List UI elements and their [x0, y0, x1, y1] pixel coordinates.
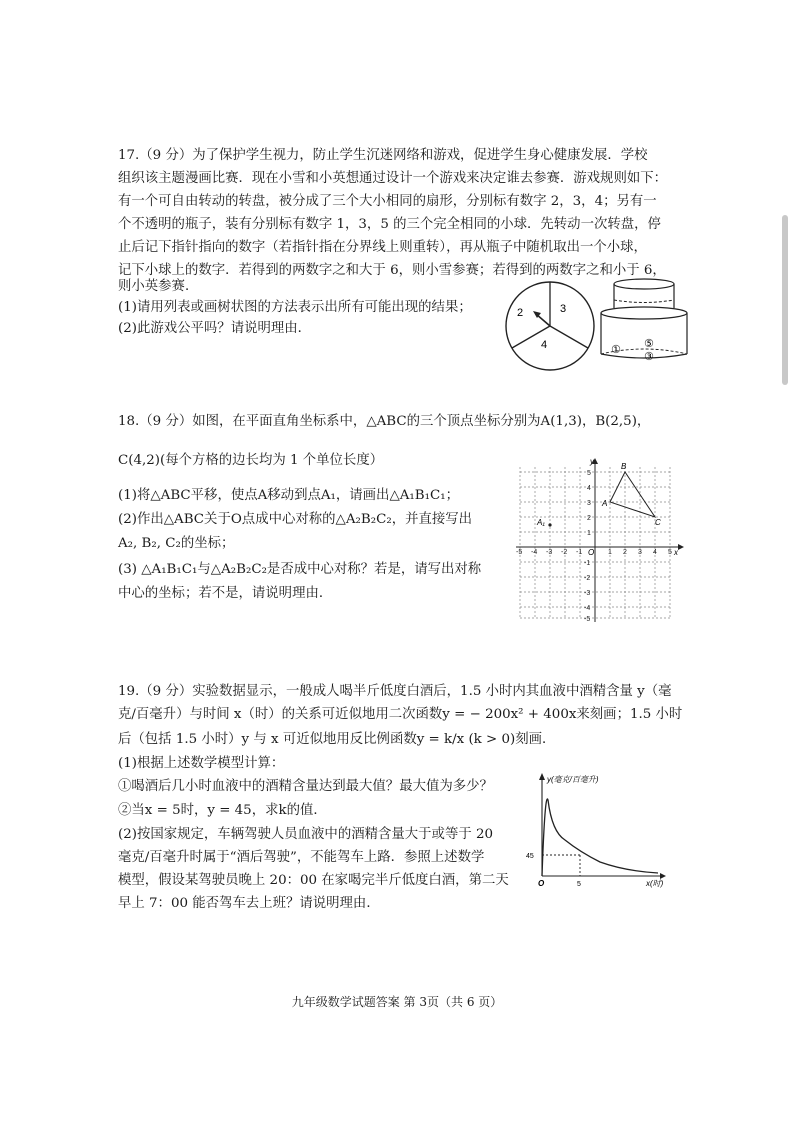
q18-line-1: 18.（9 分）如图，在平面直角坐标系中，△ABC的三个顶点坐标分别为A(1,3)，B(2,5)， [118, 414, 651, 429]
scrollbar[interactable] [782, 215, 788, 385]
q19-part-2-line-4: 早上 7：00 能否驾车去上班？请说明理由． [118, 896, 380, 911]
svg-text:2: 2 [587, 515, 591, 522]
x-axis-label: x [674, 548, 678, 557]
q19-part-1: (1)根据上述数学模型计算： [118, 756, 285, 771]
svg-text:1: 1 [587, 530, 591, 537]
q17-line-7: 则小英参赛． [118, 279, 199, 294]
origin-label: O [588, 548, 595, 557]
svg-text:-4: -4 [531, 549, 538, 556]
svg-text:-2: -2 [561, 549, 568, 556]
svg-text:-2: -2 [584, 575, 591, 582]
svg-text:-5: -5 [584, 616, 591, 623]
spinner-divider [550, 326, 588, 348]
q18-part-1: (1)将△ABC平移，使点A移动到点A₁，请画出△A₁B₁C₁； [118, 488, 459, 503]
graph-y-arrow [539, 773, 545, 780]
svg-text:5: 5 [668, 549, 672, 556]
spinner-label: 4 [541, 339, 548, 351]
q17-line-3: 有一个可自由转动的转盘，被分成了三个大小相同的扇形，分别标有数字 2，3，4；另有一 [118, 194, 657, 209]
q19-line-1: 19.（9 分）实验数据显示，一般成人喝半斤低度白酒后，1.5 小时内其血液中酒精含量 y（毫 [118, 684, 672, 699]
svg-text:4: 4 [587, 485, 591, 492]
ball-label: ⑤ [644, 338, 654, 350]
point-a1 [548, 523, 551, 526]
coordinate-grid [510, 455, 685, 625]
q19-part-2: (2)按国家规定，车辆驾驶人员血液中的酒精含量大于或等于 20 [118, 827, 494, 842]
spinner-label: 2 [517, 307, 524, 319]
svg-text:-5: -5 [516, 549, 523, 556]
concentration-curve [542, 799, 658, 876]
x-axis-arrow [678, 544, 684, 550]
q19-part-2-line-2: 毫克/百毫升时属于“酒后驾驶”，不能驾车上路．参照上述数学 [118, 850, 485, 865]
graph-x-tick: 5 [577, 881, 581, 888]
svg-text:-3: -3 [584, 590, 591, 597]
q19-part-2-line-3: 模型，假设某驾驶员晚上 20：00 在家喝完半斤低度白酒，第二天 [118, 873, 509, 888]
svg-text:5: 5 [587, 470, 591, 477]
q19-line-2: 克/百毫升）与时间 x（时）的关系可近似地用二次函数y = − 200x² + 400x来刻画；1.5 小时 [118, 707, 683, 722]
point-a-label: A [602, 499, 608, 508]
svg-text:-1: -1 [584, 560, 591, 567]
q17-line-6: 记下小球上的数字．若得到的两数字之和大于 6，则小雪参赛；若得到的两数字之和小于 6， [118, 263, 666, 278]
q18-part-2: (2)作出△ABC关于O点成中心对称的△A₂B₂C₂，并直接写出 [118, 512, 473, 527]
ball-label: ① [611, 344, 621, 356]
graph-x-label: x(时) [646, 879, 664, 888]
svg-text:-1: -1 [576, 549, 583, 556]
alcohol-graph [520, 770, 670, 890]
q17-line-2: 组织该主题漫画比赛．现在小雪和小英想通过设计一个游戏来决定谁去参赛．游戏规则如下： [118, 171, 668, 186]
y-axis-label: y [590, 457, 594, 466]
svg-text:4: 4 [653, 549, 657, 556]
ball-label: ③ [644, 351, 654, 363]
spinner-figure [500, 276, 600, 376]
q19-part-1-b: ②当x = 5时，y = 45，求k的值． [118, 803, 327, 818]
triangle-abc [610, 472, 655, 517]
q18-line-2: C(4,2)(每个方格的边长均为 1 个单位长度） [118, 453, 384, 468]
q18-part-3: (3) △A₁B₁C₁与△A₂B₂C₂是否成中心对称？若是，请写出对称 [118, 562, 482, 577]
graph-y-tick: 45 [526, 853, 534, 860]
point-a1-label: A₁ [537, 518, 545, 527]
svg-text:1: 1 [608, 549, 612, 556]
q17-part-2: (2)此游戏公平吗？请说明理由． [118, 321, 312, 336]
q17-line-5: 止后记下指针指向的数字（若指针指在分界线上则重转），再从瓶子中随机取出一个小球， [118, 240, 647, 255]
spinner-label: 3 [560, 303, 567, 315]
page-footer: 九年级数学试题答案 第 3页（共 6 页） [291, 995, 503, 1009]
graph-y-label: y(毫克/百毫升) [547, 775, 599, 784]
svg-text:3: 3 [638, 549, 642, 556]
graph-origin-label: O [538, 879, 545, 888]
point-b-label: B [621, 462, 627, 471]
svg-text:2: 2 [623, 549, 627, 556]
svg-text:-3: -3 [546, 549, 553, 556]
point-c-label: C [655, 518, 661, 527]
q17-part-1: (1)请用列表或画树状图的方法表示出所有可能出现的结果； [118, 300, 472, 315]
svg-text:-4: -4 [584, 605, 591, 612]
svg-text:3: 3 [587, 500, 591, 507]
q17-line-4: 个不透明的瓶子，装有分别标有数字 1，3，5 的三个完全相同的小球．先转动一次转盘，停 [118, 217, 661, 232]
q18-part-3-cont: 中心的坐标；若不是，请说明理由． [118, 586, 333, 601]
q18-part-2-cont: A₂, B₂, C₂的坐标； [118, 536, 235, 551]
bottle-figure [596, 274, 692, 366]
q17-line-1: 17.（9 分）为了保护学生视力，防止学生沉迷网络和游戏，促进学生身心健康发展．学校 [118, 148, 648, 163]
q19-part-1-a: ①喝酒后几小时血液中的酒精含量达到最大值？最大值为多少？ [118, 779, 493, 794]
q19-line-3: 后（包括 1.5 小时）y 与 x 可近似地用反比例函数y = k/x (k > 0)刻画． [118, 732, 556, 747]
